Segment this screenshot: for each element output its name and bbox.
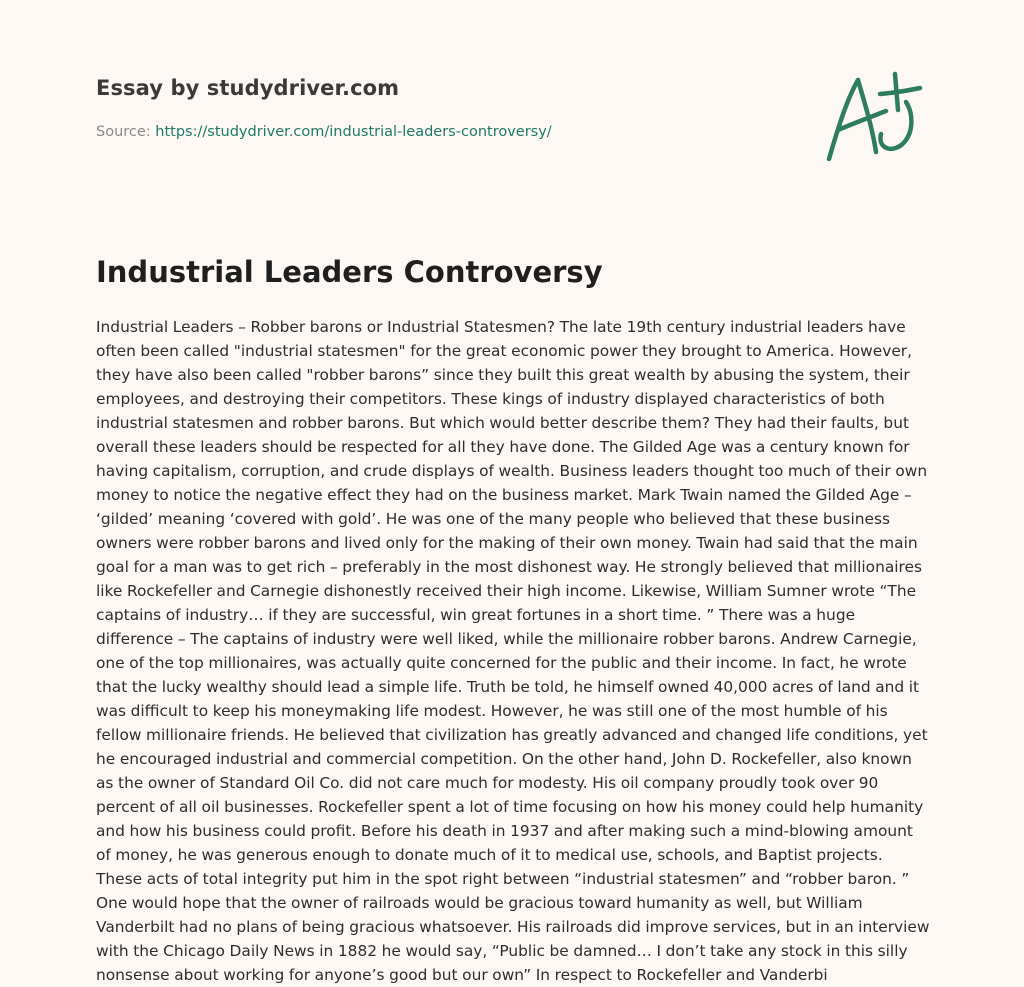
- essay-title: Industrial Leaders Controversy: [96, 255, 603, 289]
- essay-body: Industrial Leaders – Robber barons or Industrial Statesmen? The late 19th century industrial leaders have often been called "industrial statesmen" for the great economic power they brought to America. However, they have also been called "robber barons” since they built this great wealth by abusing the system, their employees, and destroying their competitors. These kings of industry displayed characteristics of both industrial statesmen and robber barons. But which would better describe them? They had their faults, but overall these leaders should be respected for all they have done. The Gilded Age was a century known for having capitalism, corruption, and crude displays of wealth. Business leaders thought too much of their own money to notice the negative effect they had on the business market. Mark Twain named the Gilded Age – ‘gilded’ meaning ‘covered with gold’. He was one of the many people who believed that these business owners were robber barons and lived only for the making of their own money. Twain had said that the main goal for a man was to get rich – preferably in the most dishonest way. He strongly believed that millionaires like Rockefeller and Carnegie dishonestly received their high income. Likewise, William Sumner wrote “The captains of industry… if they are successful, win great fortunes in a short time. ” There was a huge difference – The captains of industry were well liked, while the millionaire robber barons. Andrew Carnegie, one of the top millionaires, was actually quite concerned for the public and their income. In fact, he wrote that the lucky wealthy should lead a simple life. Truth be told, he himself owned 40,000 acres of land and it was difficult to keep his moneymaking life modest. However, he was still one of the most humble of his fellow millionaire friends. He believed that civilization has greatly advanced and changed life conditions, yet he encouraged industrial and commercial competition. On the other hand, John D. Rockefeller, also known as the owner of Standard Oil Co. did not care much for modesty. His oil company proudly took over 90 percent of all oil businesses. Rockefeller spent a lot of time focusing on how his money could help humanity and how his business could profit. Before his death in 1937 and after making such a mind-blowing amount of money, he was generous enough to donate much of it to medical use, schools, and Baptist projects. These acts of total integrity put him in the spot right between “industrial statesmen” and “robber baron. ” One would hope that the owner of railroads would be gracious toward humanity as well, but William Vanderbilt had no plans of being gracious whatsoever. His railroads did improve services, but in an interview with the Chicago Daily News in 1882 he would say, “Public be damned… I don’t take any stock in this silly nonsense about working for anyone’s good but our own” In respect to Rockefeller and Vanderbi: [96, 318, 930, 984]
- site-title: Essay by studydriver.com: [96, 76, 400, 100]
- source-label: Source:: [96, 124, 151, 140]
- source-link[interactable]: https://studydriver.com/industrial-leaders-controversy/: [155, 124, 552, 140]
- a-plus-grade-icon: [820, 66, 930, 166]
- source-line: [96, 124, 552, 140]
